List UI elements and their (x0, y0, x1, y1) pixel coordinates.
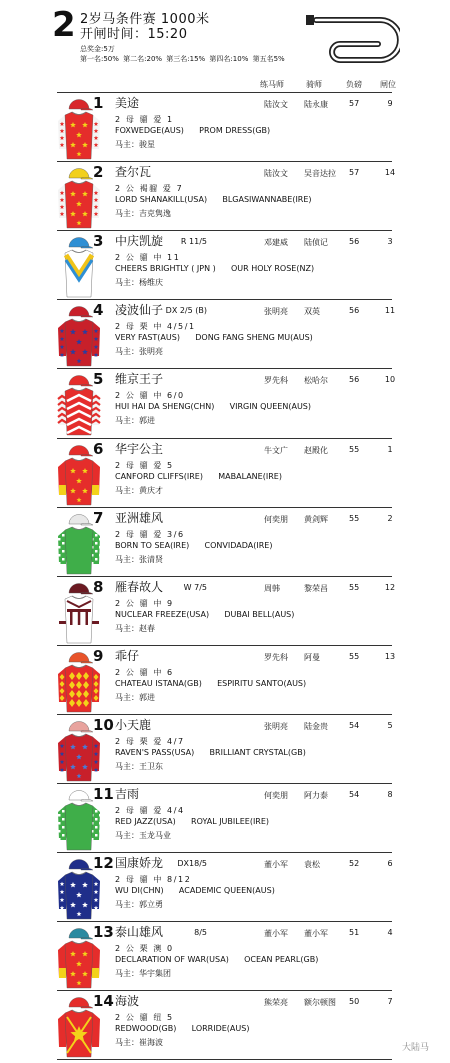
runner-number: 8 (93, 577, 104, 596)
horse-name: 泰山雄风 (115, 925, 164, 940)
jockey-name: 阿曼 (304, 652, 320, 662)
jockey-name: 陆金贵 (304, 721, 328, 731)
barrier-draw: 9 (387, 99, 393, 108)
sire-name: BORN TO SEA(IRE) (115, 540, 190, 550)
dam-name: PROM DRESS(GB) (199, 126, 271, 135)
trainer-name: 陆汝文 (264, 169, 288, 179)
pedigree (115, 955, 318, 964)
dam-name: ESPIRITU SANTO(AUS) (217, 678, 307, 688)
pedigree (115, 126, 270, 135)
horse-name: 海波 (115, 994, 140, 1009)
carried-weight: 55 (349, 651, 360, 661)
barrier-draw: 14 (384, 168, 396, 178)
carried-weight: 52 (349, 859, 360, 869)
trainer-name: 周韩 (264, 583, 280, 593)
horse-name: 查尔瓦 (115, 165, 152, 180)
gear-odds: R 11/5 (180, 237, 207, 247)
horse-name: 乖仔 (115, 648, 140, 663)
runner-row (57, 921, 392, 987)
runner-number: 3 (93, 232, 104, 251)
runner-row (57, 368, 396, 434)
carried-weight: 54 (349, 720, 360, 730)
race-number: 2 (52, 5, 76, 45)
watermark: 大陆马 (402, 1043, 430, 1053)
jockey-name: 赵殿化 (304, 445, 328, 455)
gear-odds: 8/5 (194, 928, 207, 938)
trainer-name: 何奕朋 (264, 791, 288, 800)
dam-name: ROYAL JUBILEE(IRE) (191, 817, 270, 826)
runner-number: 1 (93, 94, 104, 112)
barrier-draw: 7 (387, 997, 393, 1007)
pedigree (115, 817, 269, 826)
pedigree (115, 1024, 249, 1033)
horse-info: 2 公 骝 纽 5 (115, 1013, 174, 1023)
sire-name: CHATEAU ISTANA(GB) (115, 678, 202, 688)
dam-name: ACADEMIC QUEEN(AUS) (178, 886, 275, 896)
carried-weight: 50 (349, 997, 360, 1007)
carried-weight: 55 (349, 444, 360, 454)
trainer-name: 董小军 (264, 860, 288, 870)
runner-number: 5 (93, 370, 104, 389)
owner-name: 马主：赵春 (115, 623, 155, 633)
owner-name: 马主：郭进 (115, 416, 155, 426)
runner-row (57, 438, 392, 504)
owner-name: 马主：郭进 (115, 692, 155, 702)
owner-name: 马主：华宇集团 (115, 969, 171, 979)
pedigree (115, 679, 306, 688)
horse-info: 2 母 栗 中 4/5/1 (115, 322, 196, 332)
track-layout-icon (300, 12, 400, 66)
dam-name: LORRIDE(AUS) (191, 1024, 250, 1034)
carried-weight: 56 (349, 375, 360, 385)
sire-name: NUCLEAR FREEZE(USA) (115, 609, 210, 619)
horse-name: 美途 (115, 96, 140, 110)
race-start-time: 开闸时间：15:20 (80, 27, 188, 42)
pedigree (115, 195, 312, 204)
sire-name: CANFORD CLIFFS(IRE) (115, 471, 203, 481)
trainer-name: 罗先科 (264, 652, 288, 662)
sire-name: WU DI(CHN) (115, 886, 164, 896)
horse-info: 2 公 骝 中 9 (115, 598, 174, 608)
jockey-name: 陆侦记 (304, 238, 328, 248)
runner-row (57, 161, 396, 227)
horse-name: 国康娇龙 (115, 856, 164, 871)
carried-weight: 55 (349, 582, 360, 592)
sire-name: RED JAZZ(USA) (115, 817, 176, 826)
sire-name: CHEERS BRIGHTLY ( JPN ) (115, 264, 216, 274)
jockey-name: 董小军 (304, 929, 328, 939)
barrier-draw: 12 (384, 582, 396, 592)
horse-info: 2 母 栗 爱 4/7 (115, 736, 185, 746)
horse-name: 华宇公主 (115, 441, 164, 456)
gear-odds: DX18/5 (177, 859, 207, 869)
pedigree (115, 748, 306, 757)
trainer-name: 陆汝文 (264, 100, 288, 109)
runner-number: 14 (93, 992, 114, 1011)
jockey-name: 双英 (304, 307, 320, 317)
dam-name: MABALANE(IRE) (218, 471, 282, 481)
trainer-name: 董小军 (264, 929, 288, 939)
pedigree (115, 610, 294, 619)
runner-row (57, 714, 392, 780)
runner-row (57, 92, 392, 158)
runner-number: 12 (93, 854, 114, 873)
trainer-name: 张明亮 (264, 721, 288, 731)
dam-name: BRILLIANT CRYSTAL(GB) (209, 747, 306, 757)
trainer-name: 熊荣亮 (264, 998, 288, 1008)
trainer-name: 邓建威 (264, 238, 288, 248)
horse-info: 2 母 骝 爱 5 (115, 460, 174, 470)
horse-info: 2 公 骝 中 6/0 (115, 391, 185, 401)
horse-name: 吉雨 (115, 787, 140, 801)
horse-info: 2 公 栗 澳 0 (115, 944, 174, 954)
trainer-name: 张明亮 (264, 307, 288, 317)
sire-name: RAVEN'S PASS(USA) (115, 747, 195, 757)
owner-name: 马主：杨维庆 (115, 278, 163, 288)
horse-name: 维京王子 (115, 372, 164, 387)
runner-row (57, 507, 392, 573)
jockey-name: 额尔顿图 (304, 998, 336, 1008)
carried-weight: 54 (349, 790, 360, 799)
column-header-trainer: 练马师 (260, 80, 284, 89)
dam-name: DUBAI BELL(AUS) (224, 609, 295, 619)
horse-name: 中庆凯旋 (115, 234, 164, 249)
barrier-draw: 4 (387, 928, 393, 938)
sire-name: LORD SHANAKILL(USA) (115, 195, 208, 205)
horse-info: 2 公 骝 中 6 (115, 667, 174, 677)
carried-weight: 56 (349, 306, 360, 316)
jockey-name: 松哈尔 (304, 376, 328, 386)
pedigree (115, 472, 282, 481)
owner-name: 马主：张清贤 (115, 554, 163, 564)
dam-name: OUR HOLY ROSE(NZ) (230, 264, 315, 274)
column-header-weight: 负磅 (346, 80, 362, 89)
horse-name: 亚洲雄风 (115, 510, 164, 525)
gear-odds: W 7/5 (183, 582, 207, 592)
horse-name: 小天鹿 (115, 717, 152, 732)
barrier-draw: 6 (387, 859, 393, 869)
pedigree (115, 402, 311, 411)
jockey-name: 袁松 (304, 860, 320, 870)
owner-name: 马主：黄庆才 (115, 485, 163, 495)
jockey-name: 黄剑辉 (304, 514, 328, 524)
runner-number: 11 (93, 785, 114, 803)
runner-row (57, 576, 396, 642)
runner-number: 13 (93, 923, 114, 942)
jockey-name: 阿力泰 (304, 791, 328, 800)
runner-row (57, 990, 392, 1056)
horse-name: 雁春故人 (115, 579, 164, 594)
barrier-draw: 5 (387, 720, 393, 730)
trainer-name: 何奕朋 (264, 514, 288, 524)
sire-name: HUI HAI DA SHENG(CHN) (115, 402, 215, 412)
jockey-name: 黎荣昌 (304, 583, 328, 593)
carried-weight: 51 (349, 928, 360, 938)
runner-number: 4 (93, 301, 104, 320)
owner-name: 马主：吉克隽逸 (115, 209, 171, 219)
horse-info: 2 公 骝 中 11 (115, 253, 181, 263)
runner-number: 9 (93, 646, 104, 665)
owner-name: 马主：骏星 (115, 140, 155, 149)
pedigree (115, 264, 314, 273)
dam-name: CONVIDADA(IRE) (204, 540, 273, 550)
carried-weight: 57 (349, 168, 360, 178)
dam-name: OCEAN PEARL(GB) (244, 955, 319, 965)
row-divider (57, 1059, 392, 1060)
trainer-name: 牛文广 (264, 445, 288, 455)
pedigree (115, 886, 275, 895)
horse-info: 2 母 骝 爱 3/6 (115, 529, 185, 539)
runner-row (57, 783, 392, 849)
barrier-draw: 1 (387, 444, 393, 454)
jockey-name: 陆永康 (304, 100, 328, 109)
dam-name: VIRGIN QUEEN(AUS) (229, 402, 311, 412)
barrier-draw: 3 (387, 237, 393, 247)
prize-split: 第一名:50% 第二名:20% 第三名:15% 第四名:10% 第五名5% (80, 55, 285, 63)
horse-info: 2 母 骝 爱 4/4 (115, 806, 185, 815)
owner-name: 马主：郭立勇 (115, 900, 163, 910)
trainer-name: 罗先科 (264, 376, 288, 386)
barrier-draw: 8 (387, 790, 393, 799)
dam-name: DONG FANG SHENG MU(AUS) (195, 333, 313, 343)
pedigree (115, 333, 313, 342)
sire-name: REDWOOD(GB) (115, 1024, 177, 1034)
owner-name: 马主：王卫东 (115, 761, 163, 771)
barrier-draw: 10 (384, 375, 396, 385)
horse-info: 2 母 骝 中 8/12 (115, 875, 192, 885)
barrier-draw: 13 (384, 651, 396, 661)
column-header-draw: 闸位 (380, 80, 396, 89)
sire-name: FOXWEDGE(AUS) (115, 126, 184, 135)
jockey-name: 吴音达拉 (304, 169, 336, 179)
owner-name: 马主：玉龙马业 (115, 831, 171, 840)
horse-info: 2 母 骝 爱 1 (115, 115, 174, 124)
carried-weight: 55 (349, 513, 360, 523)
carried-weight: 56 (349, 237, 360, 247)
gear-odds: DX 2/5 (B) (165, 306, 207, 316)
runner-number: 10 (93, 715, 114, 734)
owner-name: 马主：崔海波 (115, 1038, 163, 1048)
runner-row (57, 230, 392, 296)
prize-total: 总奖金:5万 (80, 45, 115, 53)
runner-number: 6 (93, 439, 104, 458)
race-header (0, 0, 450, 72)
sire-name: VERY FAST(AUS) (115, 333, 180, 343)
runner-row (57, 299, 396, 365)
column-header-jockey: 骑师 (306, 80, 322, 89)
runner-row (57, 645, 396, 711)
runner-number: 2 (93, 163, 104, 182)
runner-row (57, 852, 392, 918)
barrier-draw: 11 (384, 306, 396, 316)
carried-weight: 57 (349, 99, 360, 108)
dam-name: BLGASIWANNABE(IRE) (222, 195, 312, 205)
race-name: 2岁马条件赛 1000米 (80, 12, 210, 27)
owner-name: 马主：张明亮 (115, 347, 163, 357)
sire-name: DECLARATION OF WAR(USA) (115, 955, 229, 965)
runner-number: 7 (93, 508, 104, 527)
pedigree (115, 541, 272, 550)
horse-info: 2 公 褐骝 爱 7 (115, 184, 184, 194)
barrier-draw: 2 (387, 513, 393, 523)
horse-name: 凌波仙子 (115, 303, 164, 318)
